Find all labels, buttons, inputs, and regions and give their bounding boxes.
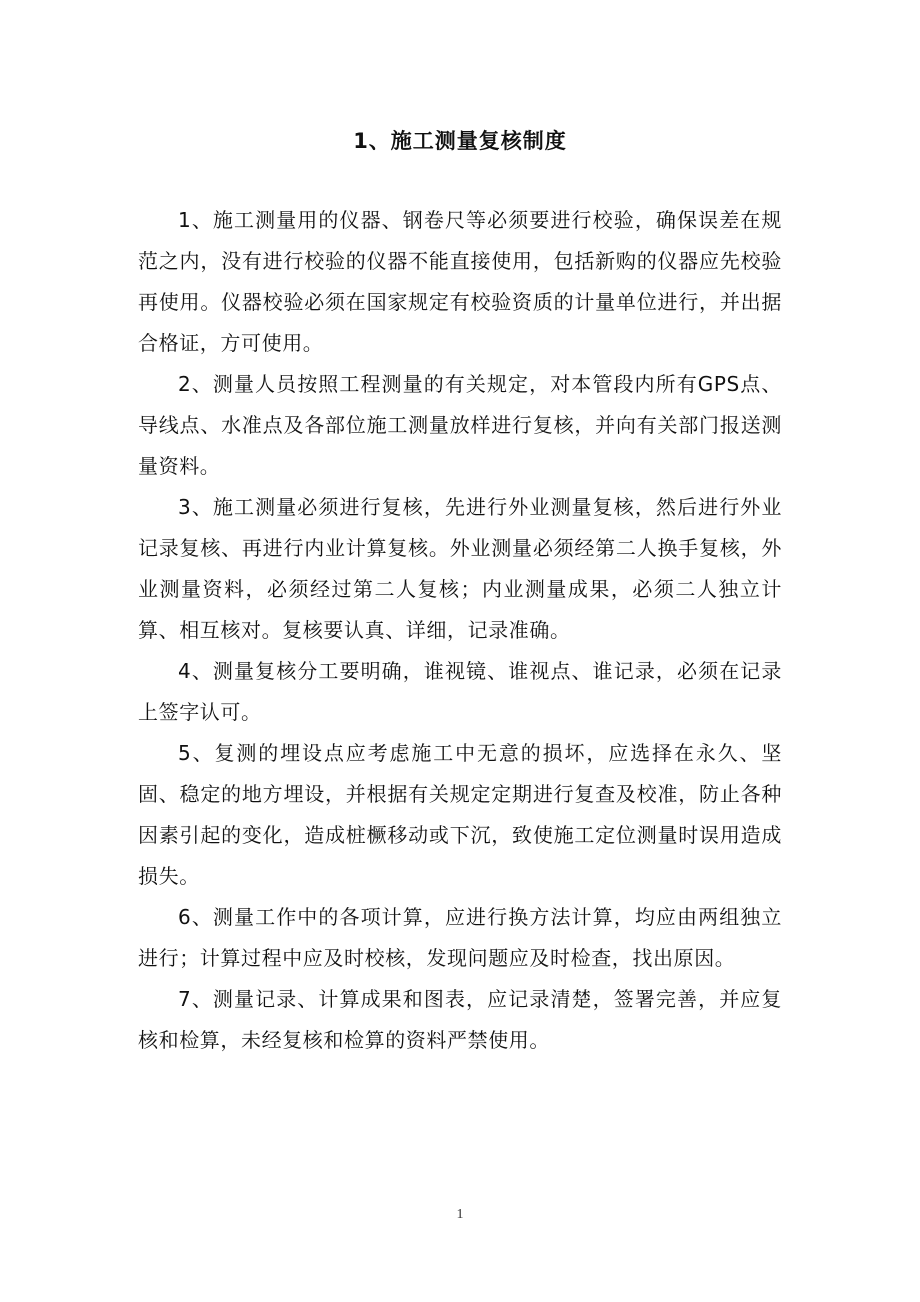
- paragraph-7: 7、测量记录、计算成果和图表，应记录清楚，签署完善，并应复核和检算，未经复核和检算的资料严禁使用。: [138, 987, 782, 1052]
- paragraph-2: 2、测量人员按照工程测量的有关规定，对本管段内所有GPS点、导线点、水准点及各部位施工测量放样进行复核，并向有关部门报送测量资料。: [138, 372, 782, 478]
- paragraph-5: 5、复测的埋设点应考虑施工中无意的损坏，应选择在永久、坚固、稳定的地方埋设，并根据有关规定定期进行复查及校准，防止各种因素引起的变化，造成桩橛移动或下沉，致使施工定位测量时误用造成损失。: [138, 741, 782, 888]
- paragraph-6: 6、测量工作中的各项计算，应进行换方法计算，均应由两组独立进行；计算过程中应及时校核，发现问题应及时检查，找出原因。: [138, 905, 782, 970]
- page-number: 1: [456, 1207, 464, 1222]
- paragraph-4: 4、测量复核分工要明确，谁视镜、谁视点、谁记录，必须在记录上签字认可。: [138, 659, 782, 724]
- paragraph-3: 3、施工测量必须进行复核，先进行外业测量复核，然后进行外业记录复核、再进行内业计算复核。外业测量必须经第二人换手复核，外业测量资料，必须经过第二人复核；内业测量成果，必须二人独立计算、相互核对。复核要认真、详细，记录准确。: [138, 495, 782, 642]
- document-body: [138, 200, 782, 1061]
- page-title: 1、施工测量复核制度: [353, 129, 567, 153]
- paragraph-1: 1、施工测量用的仪器、钢卷尺等必须要进行校验，确保误差在规范之内，没有进行校验的仪器不能直接使用，包括新购的仪器应先校验再使用。仪器校验必须在国家规定有校验资质的计量单位进行，并出据合格证，方可使用。: [138, 208, 782, 355]
